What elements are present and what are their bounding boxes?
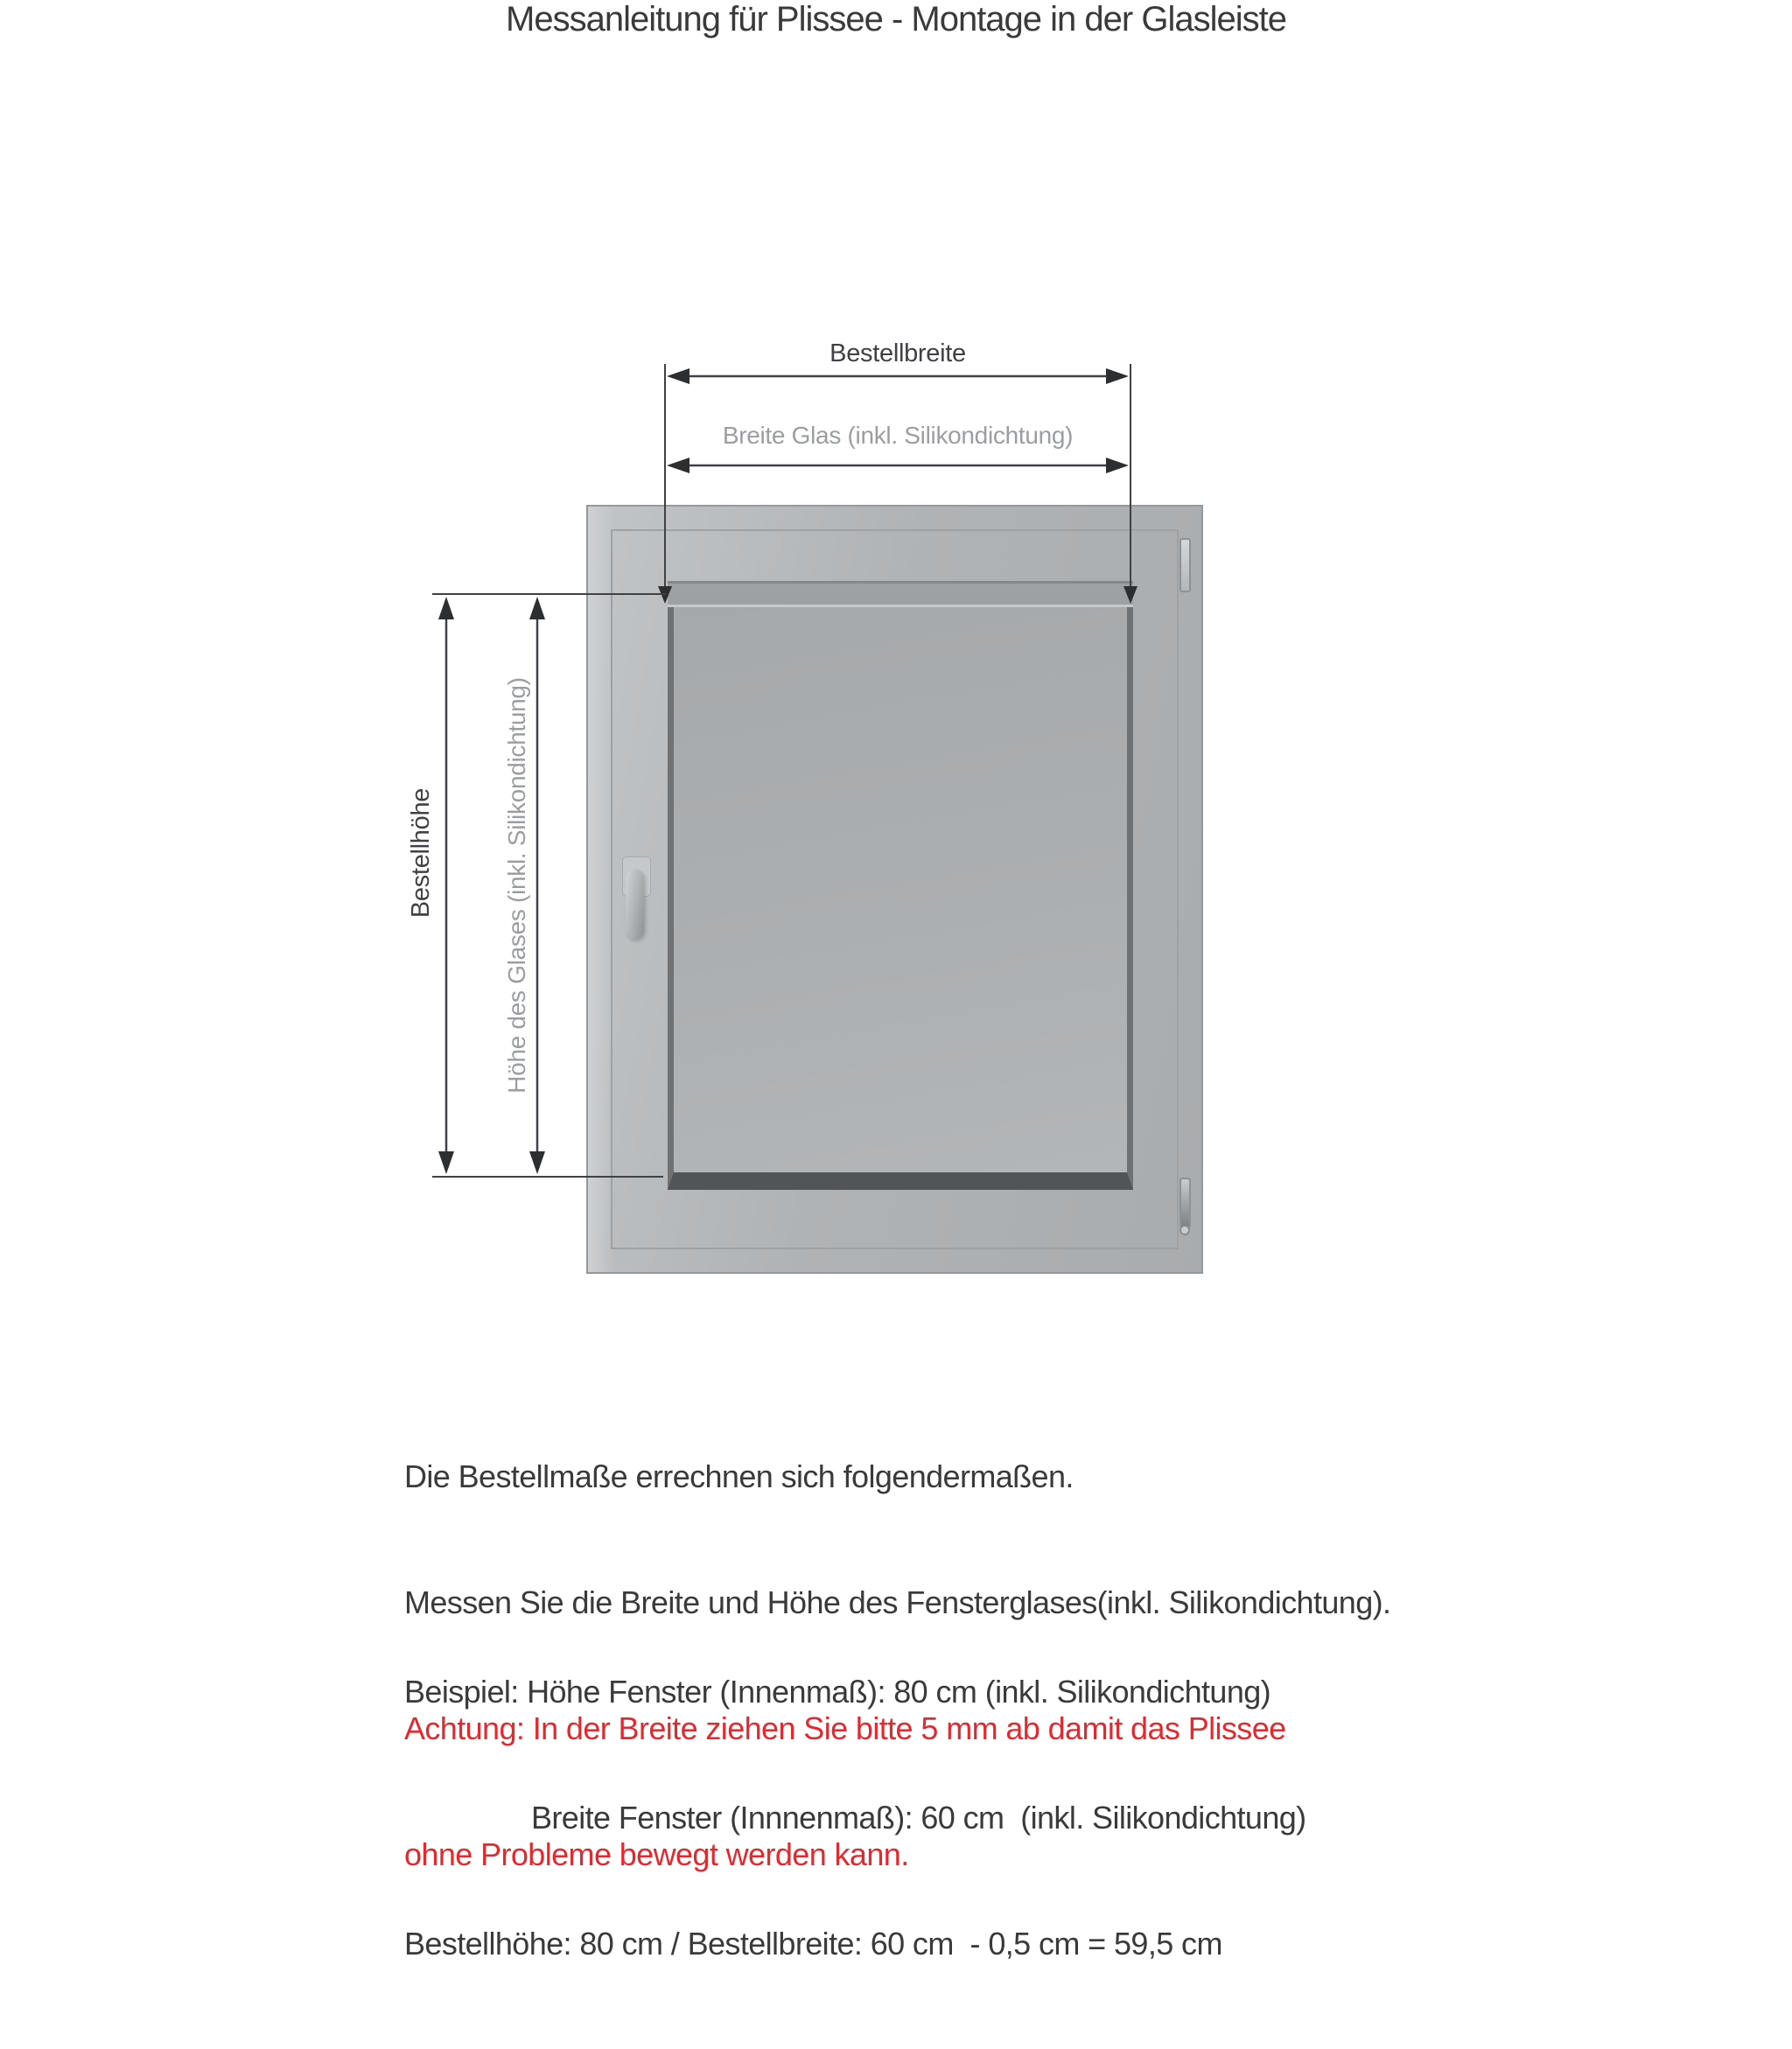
glazing-bead-top-profile <box>668 581 1133 607</box>
label-glass-width: Breite Glas (inkl. Silikondichtung) <box>722 422 1074 449</box>
example-line-1: Beispiel: Höhe Fenster (Innenmaß): 80 cm (inkl. Silikondichtung) <box>404 1674 1271 1710</box>
warning-line-2: ohne Probleme bewegt werden kann. <box>404 1836 909 1872</box>
order-height-arrow <box>438 597 454 1174</box>
instruction-line-1: Die Bestellmaße errechnen sich folgendermaßen. <box>404 1458 1074 1494</box>
window-illustration <box>586 505 1203 1274</box>
hinge-pin-icon <box>1180 1225 1190 1235</box>
hinge-top-icon <box>1180 538 1191 592</box>
label-glass-height: Höhe des Glases (inkl. Silikondichtung) <box>503 677 530 1094</box>
example-text-block <box>404 1587 1306 2049</box>
example-line-3: Bestellhöhe: 80 cm / Bestellbreite: 60 cm - 0,5 cm = 59,5 cm <box>404 1926 1222 1962</box>
glass-width-arrow <box>667 458 1129 473</box>
order-width-arrow <box>667 368 1129 384</box>
hinge-bottom-icon <box>1180 1178 1191 1228</box>
window-handle <box>626 869 644 939</box>
warning-line-1: Achtung: In der Breite ziehen Sie bitte 5 mm ab damit das Plissee <box>404 1710 1286 1746</box>
glazing-bead-frame <box>668 607 1133 1190</box>
glass-pane <box>674 607 1127 1172</box>
label-order-width: Bestellbreite <box>830 339 966 367</box>
label-order-height: Bestellhöhe <box>407 787 435 919</box>
example-line-2: Breite Fenster (Innnenmaß): 60 cm (inkl. Silikondichtung) <box>531 1800 1306 1836</box>
page-title: Messanleitung für Plissee - Montage in der Glasleiste <box>506 0 1286 38</box>
instruction-line-2: Messen Sie die Breite und Höhe des Fensterglases(inkl. Silikondichtung). <box>404 1584 1391 1620</box>
